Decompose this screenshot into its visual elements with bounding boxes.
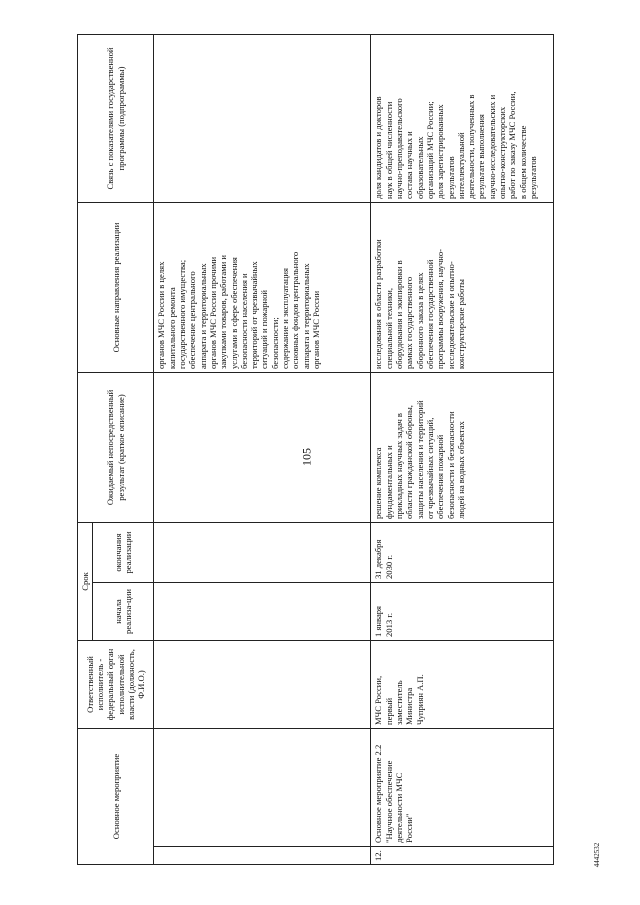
cell-link-empty — [154, 34, 371, 202]
rotated-table-sheet — [77, 35, 607, 865]
cell-measure-empty — [154, 729, 371, 847]
cell-directions-continued: органов МЧС России в целях капитального ремонта государственного имущества; обеспечение центрального аппарата и территориальных органов МЧС России прочими закупками товаров, работами и услугами в сфере обеспечения безопасности населения и территорий от чрезвычайных ситуаций и пожарной безопасности; содержание и эксплуатация основных фондов центрального аппарата и территориальных органов МЧС России — [154, 202, 371, 372]
table-row-continued — [154, 34, 371, 864]
cell-directions: исследования в области разработки специальной техники, оборудования и экипировки в рамках государственного оборонного заказа в целях обеспечения государственной программы вооружения, научно- исследовательские и опытно- конструкторские работы — [371, 202, 554, 372]
header-measure: Основное мероприятие — [78, 729, 154, 865]
cell-measure: Основное мероприятие 2.2 "Научное обеспечение деятельности МЧС России" — [371, 729, 554, 847]
header-directions: Основные направления реализации — [78, 202, 154, 372]
cell-start-empty — [154, 583, 371, 641]
header-link: Связь с показателями государственной программы (подпрограммы) — [78, 34, 154, 202]
cell-executor: МЧС России, первый заместитель Министра Чуприян А.П. — [371, 641, 554, 729]
cell-result-empty — [154, 372, 371, 522]
cell-term-end: 31 декабря 2030 г. — [371, 522, 554, 582]
header-executor: Ответственный исполнитель - федеральный орган исполнительной власти (должность, Ф.И.О.) — [78, 641, 154, 729]
header-term-end: окончания реализации — [93, 522, 154, 582]
cell-number: 12. — [371, 847, 554, 865]
cell-executor-empty — [154, 641, 371, 729]
cell-link: доля кандидатов и докторов наук в общей численности научно-преподавательского состава научных и образовательных организаций МЧС России; доля зарегистрированных результатов интеллектуальной деятельности, полученных в результате выполнения научно-исследовательских и опытно-конструкторских работ по заказу МЧС России, в общем количестве результатов — [371, 34, 554, 202]
header-term-start: начала реализа-ции — [93, 583, 154, 641]
program-measures-table — [77, 34, 554, 865]
document-id: 4442532 — [593, 842, 601, 868]
cell-number-empty — [154, 847, 371, 865]
header-term: Срок — [78, 522, 93, 640]
cell-result: решение комплекса фундаментальных и прикладных научных задач в области гражданской обороны, защиты населения и территорий от чрезвычайных ситуаций, обеспечения пожарной безопасности и безопасности людей на водных объектах — [371, 372, 554, 522]
page-number: 105 — [299, 448, 314, 466]
header-result: Ожидаемый непосредственный результат (краткое описание) — [78, 372, 154, 522]
header-row — [78, 34, 93, 864]
cell-end-empty — [154, 522, 371, 582]
table-row — [371, 34, 554, 864]
cell-term-start: 1 января 2013 г. — [371, 583, 554, 641]
